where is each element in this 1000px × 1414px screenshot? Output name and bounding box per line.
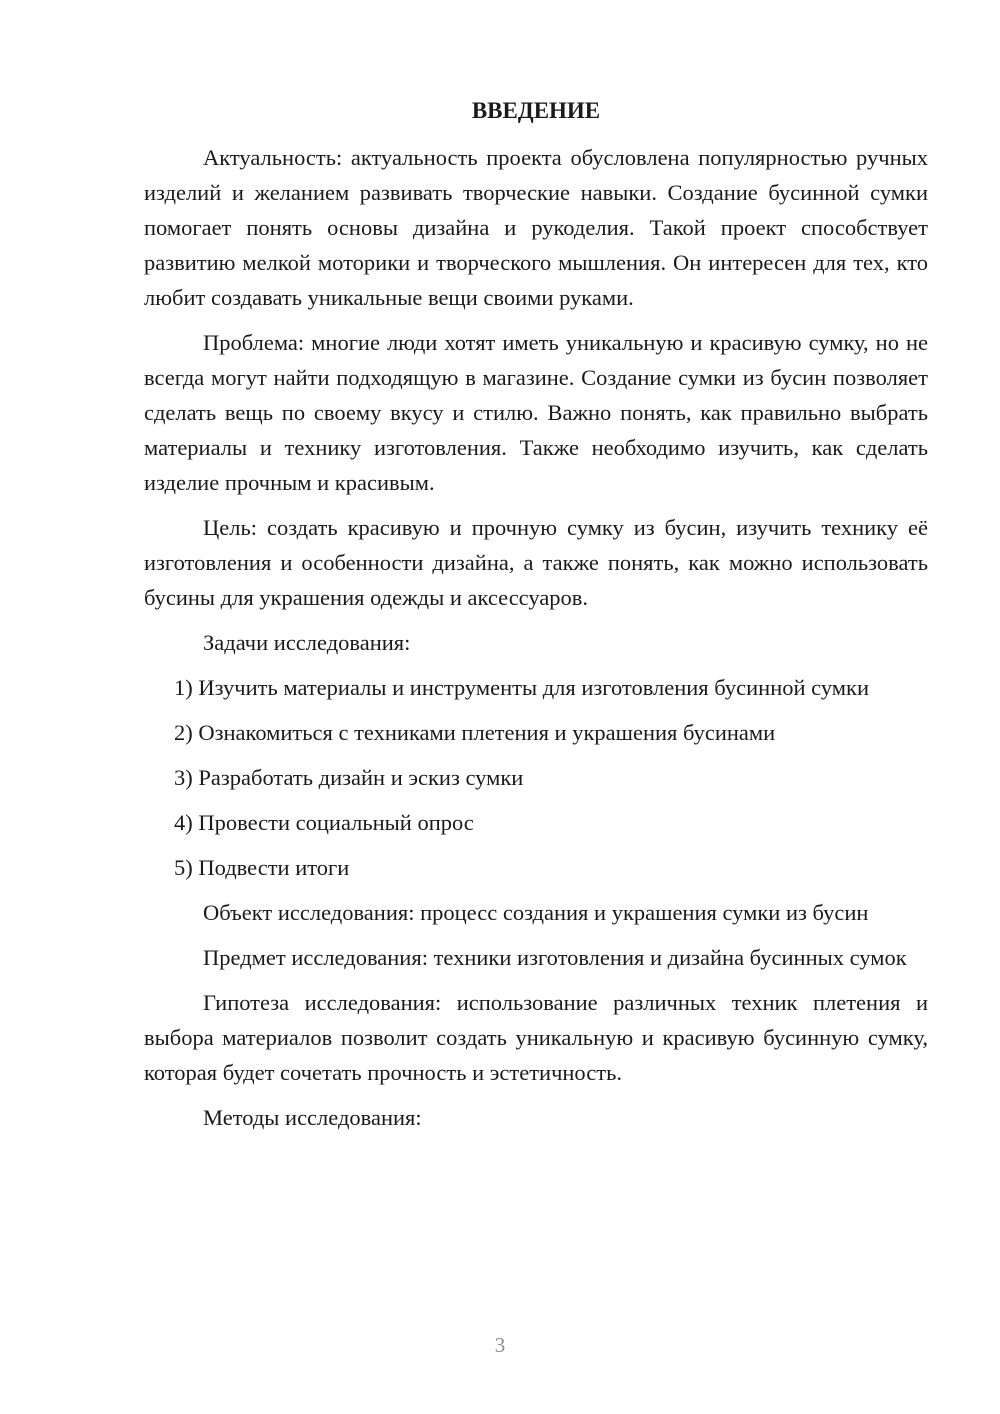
tasks-list bbox=[144, 670, 928, 885]
list-item: 2) Ознакомиться с техниками плетения и украшения бусинами bbox=[174, 720, 776, 745]
list-item: 5) Подвести итоги bbox=[174, 855, 350, 880]
list-item: 3) Разработать дизайн и эскиз сумки bbox=[174, 765, 524, 790]
hypothesis-paragraph: Гипотеза исследования: использование различных техник плетения и выбора материалов позволит создать уникальную и красивую бусинную сумку, которая будет сочетать прочность и эстетичность. bbox=[144, 990, 928, 1085]
page-title: ВВЕДЕНИЕ bbox=[471, 98, 601, 123]
methods-heading: Методы исследования: bbox=[203, 1105, 422, 1130]
document-page bbox=[144, 95, 928, 1145]
page-number: 3 bbox=[494, 1333, 506, 1357]
problem-paragraph: Проблема: многие люди хотят иметь уникальную и красивую сумку, но не всегда могут найти подходящую в магазине. Создание сумки из бусин позволяет сделать вещь по своему вкусу и стилю. Важно понять, как правильно выбрать материалы и технику изготовления. Также необходимо изучить, как сделать изделие прочным и красивым. bbox=[144, 330, 928, 495]
relevance-paragraph: Актуальность: актуальность проекта обусловлена популярностью ручных изделий и желанием развивать творческие навыки. Создание бусинной сумки помогает понять основы дизайна и рукоделия. Такой проект способствует развитию мелкой моторики и творческого мышления. Он интересен для тех, кто любит создавать уникальные вещи своими руками. bbox=[144, 145, 928, 310]
tasks-heading: Задачи исследования: bbox=[203, 630, 411, 655]
object-paragraph: Объект исследования: процесс создания и украшения сумки из бусин bbox=[203, 900, 869, 925]
subject-paragraph: Предмет исследования: техники изготовления и дизайна бусинных сумок bbox=[203, 945, 907, 970]
list-item: 1) Изучить материалы и инструменты для изготовления бусинной сумки bbox=[174, 675, 870, 700]
goal-paragraph: Цель: создать красивую и прочную сумку из бусин, изучить технику её изготовления и особенности дизайна, а также понять, как можно использовать бусины для украшения одежды и аксессуаров. bbox=[144, 515, 928, 610]
list-item: 4) Провести социальный опрос bbox=[174, 810, 474, 835]
